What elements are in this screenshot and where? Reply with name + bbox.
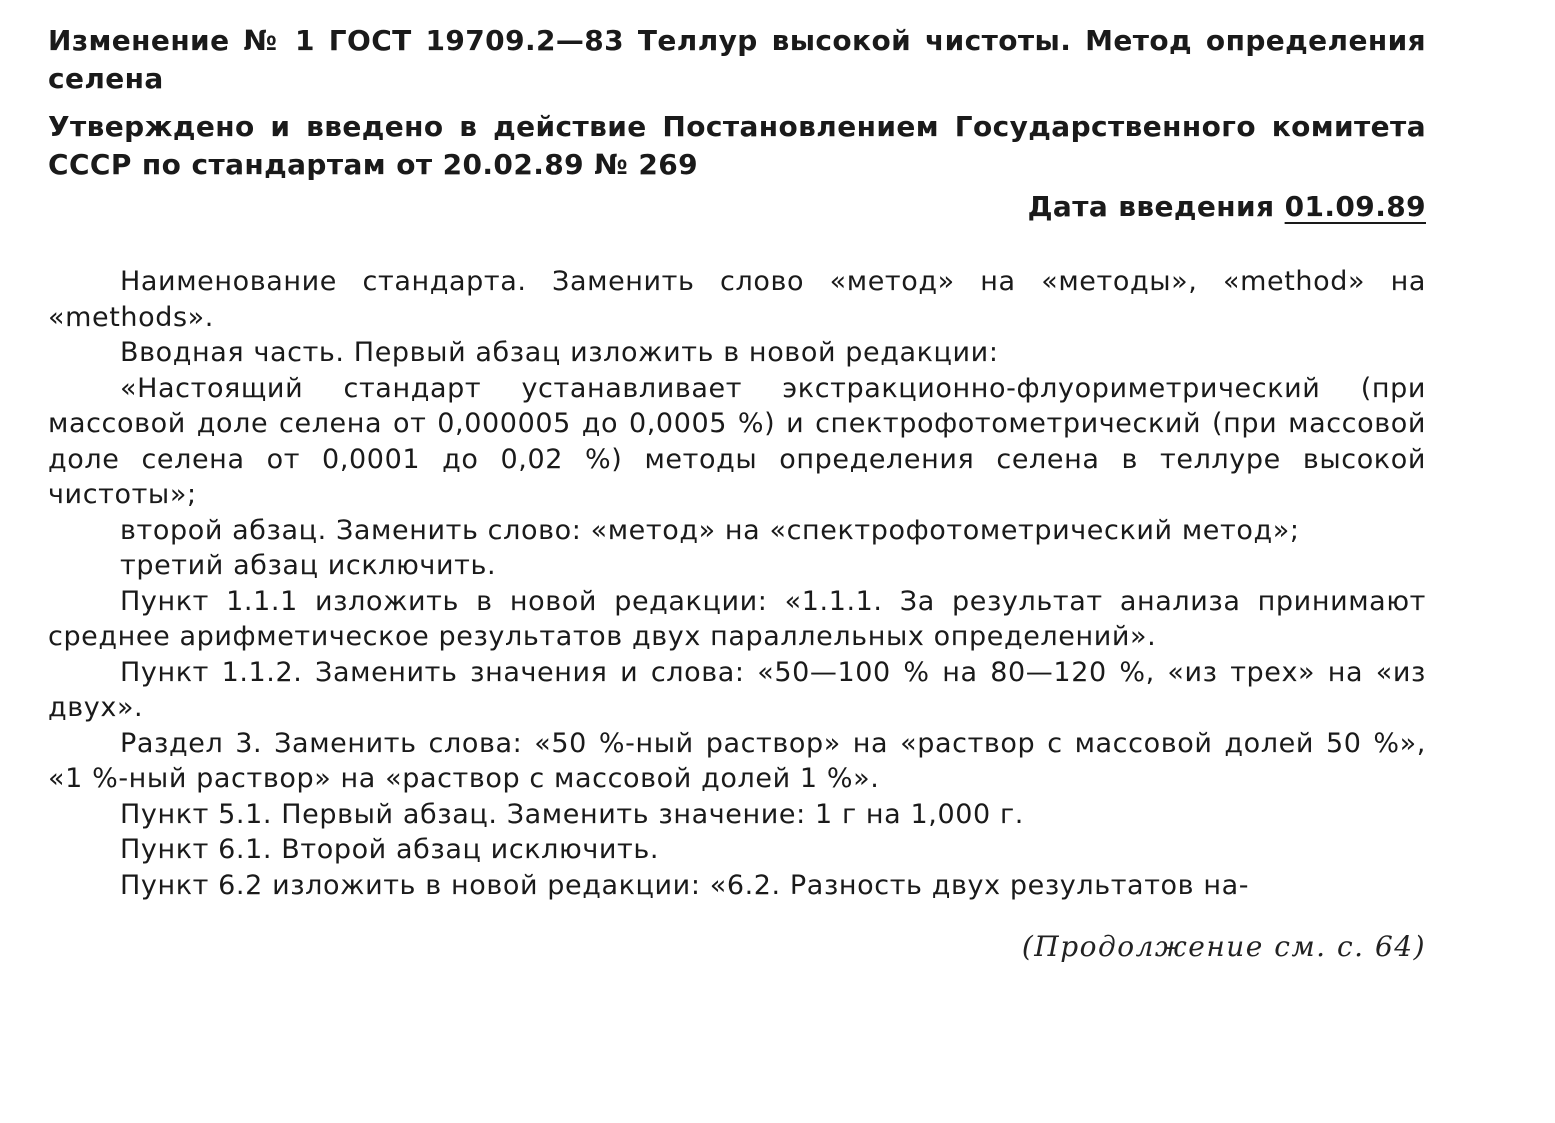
paragraph: «Настоящий стандарт устанавливает экстракционно-флуориметрический (при массовой доле селена от 0,000005 до 0,0005 %) и спектрофотометрический (при массовой доле селена от 0,0001 до 0,02 %) методы определения селена в теллуре высокой чистоты»; <box>48 372 1426 510</box>
paragraph: Пункт 6.2 изложить в новой редакции: «6.2. Разность двух результатов на- <box>120 869 1250 901</box>
paragraph: третий абзац исключить. <box>120 550 497 581</box>
paragraph: второй абзац. Заменить слово: «метод» на «спектрофотометрический метод»; <box>120 514 1300 546</box>
continuation-note: (Продолжение см. с. 64) <box>1021 930 1426 963</box>
approval-statement: Утверждено и введено в действие Постановлением Государственного комитета СССР по стандартам от 20.02.89 № 269 <box>48 110 1426 181</box>
document-body <box>48 264 1426 903</box>
effective-date: 01.09.89 <box>1284 190 1426 223</box>
paragraph: Пункт 1.1.1 изложить в новой редакции: «1.1.1. За результат анализа принимают среднее арифметическое результатов двух параллельных определений». <box>48 585 1426 652</box>
paragraph: Наименование стандарта. Заменить слово «метод» на «методы», «method» на «methods». <box>48 266 1426 333</box>
paragraph: Пункт 5.1. Первый абзац. Заменить значение: 1 г на 1,000 г. <box>120 798 1024 830</box>
document-title: Изменение № 1 ГОСТ 19709.2—83 Теллур высокой чистоты. Метод определения селена <box>48 24 1426 95</box>
effective-date-line <box>48 188 1426 226</box>
paragraph: Вводная часть. Первый абзац изложить в новой редакции: <box>120 337 999 368</box>
document-page <box>48 22 1426 903</box>
paragraph: Раздел 3. Заменить слова: «50 %-ный раствор» на «раствор с массовой долей 50 %», «1 %-ный раствор» на «раствор с массовой долей 1 %». <box>48 727 1426 794</box>
paragraph: Пункт 1.1.2. Заменить значения и слова: «50—100 % на 80—120 %, «из трех» на «из двух». <box>48 656 1426 723</box>
paragraph: Пункт 6.1. Второй абзац исключить. <box>120 834 660 865</box>
effective-date-label: Дата введения <box>1027 190 1275 223</box>
